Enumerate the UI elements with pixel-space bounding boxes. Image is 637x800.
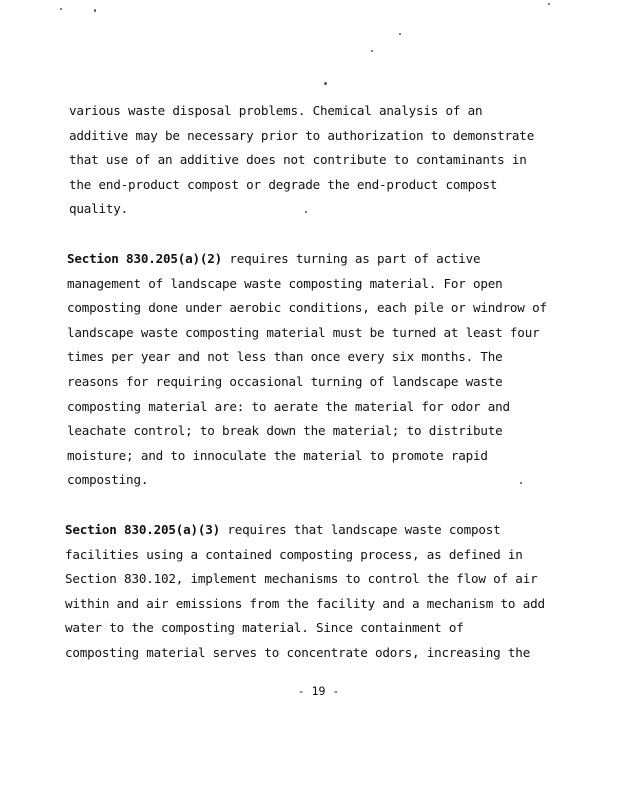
paragraph-2 — [67, 247, 547, 493]
text-line: composting material serves to concentrate odors, increasing the — [65, 644, 531, 660]
text-line: leachate control; to break down the material; to distribute — [67, 423, 503, 439]
page-number: - 19 - — [297, 684, 340, 698]
section-reference: Section 830.205(a)(3) — [65, 522, 221, 537]
text-line: moisture; and to innoculate the material to promote rapid — [67, 447, 488, 463]
scan-speck — [548, 3, 550, 5]
paragraph-1 — [69, 99, 534, 222]
text-line: Section 830.102, implement mechanisms to control the flow of air — [65, 571, 538, 587]
text-line: management of landscape waste composting material. For open — [67, 275, 503, 291]
text-line: landscape waste composting material must be turned at least four — [67, 324, 540, 340]
scan-speck — [371, 50, 373, 52]
scan-speck — [60, 8, 62, 10]
scan-speck — [94, 9, 96, 12]
text-line: the end-product compost or degrade the end-product compost — [69, 176, 498, 192]
paragraph-3 — [65, 518, 545, 666]
text-line: composting material are: to aerate the material for odor and — [67, 398, 510, 414]
text-line: composting. — [67, 472, 149, 488]
text-line: that use of an additive does not contribute to contaminants in — [69, 152, 527, 168]
text-line — [67, 247, 547, 272]
text-line: additive may be necessary prior to authorization to demonstrate — [69, 127, 535, 143]
scan-speck — [324, 82, 327, 85]
text-line: composting done under aerobic conditions, each pile or windrow of — [67, 300, 547, 316]
text-line: facilities using a contained composting process, as defined in — [65, 546, 523, 562]
text-line: reasons for requiring occasional turning of landscape waste — [67, 373, 503, 389]
section-reference: Section 830.205(a)(2) — [67, 251, 223, 266]
text-line: within and air emissions from the facility and a mechanism to add — [65, 595, 545, 611]
scan-speck — [399, 33, 401, 35]
text-line: times per year and not less than once every six months. The — [67, 349, 503, 365]
text-line: water to the composting material. Since containment of — [65, 620, 464, 636]
text-fragment: requires that landscape waste compost — [220, 522, 501, 537]
text-line: quality. — [69, 201, 129, 217]
text-line — [65, 518, 545, 543]
text-fragment: requires turning as part of active — [222, 251, 481, 266]
text-line: various waste disposal problems. Chemical analysis of an — [69, 103, 483, 118]
